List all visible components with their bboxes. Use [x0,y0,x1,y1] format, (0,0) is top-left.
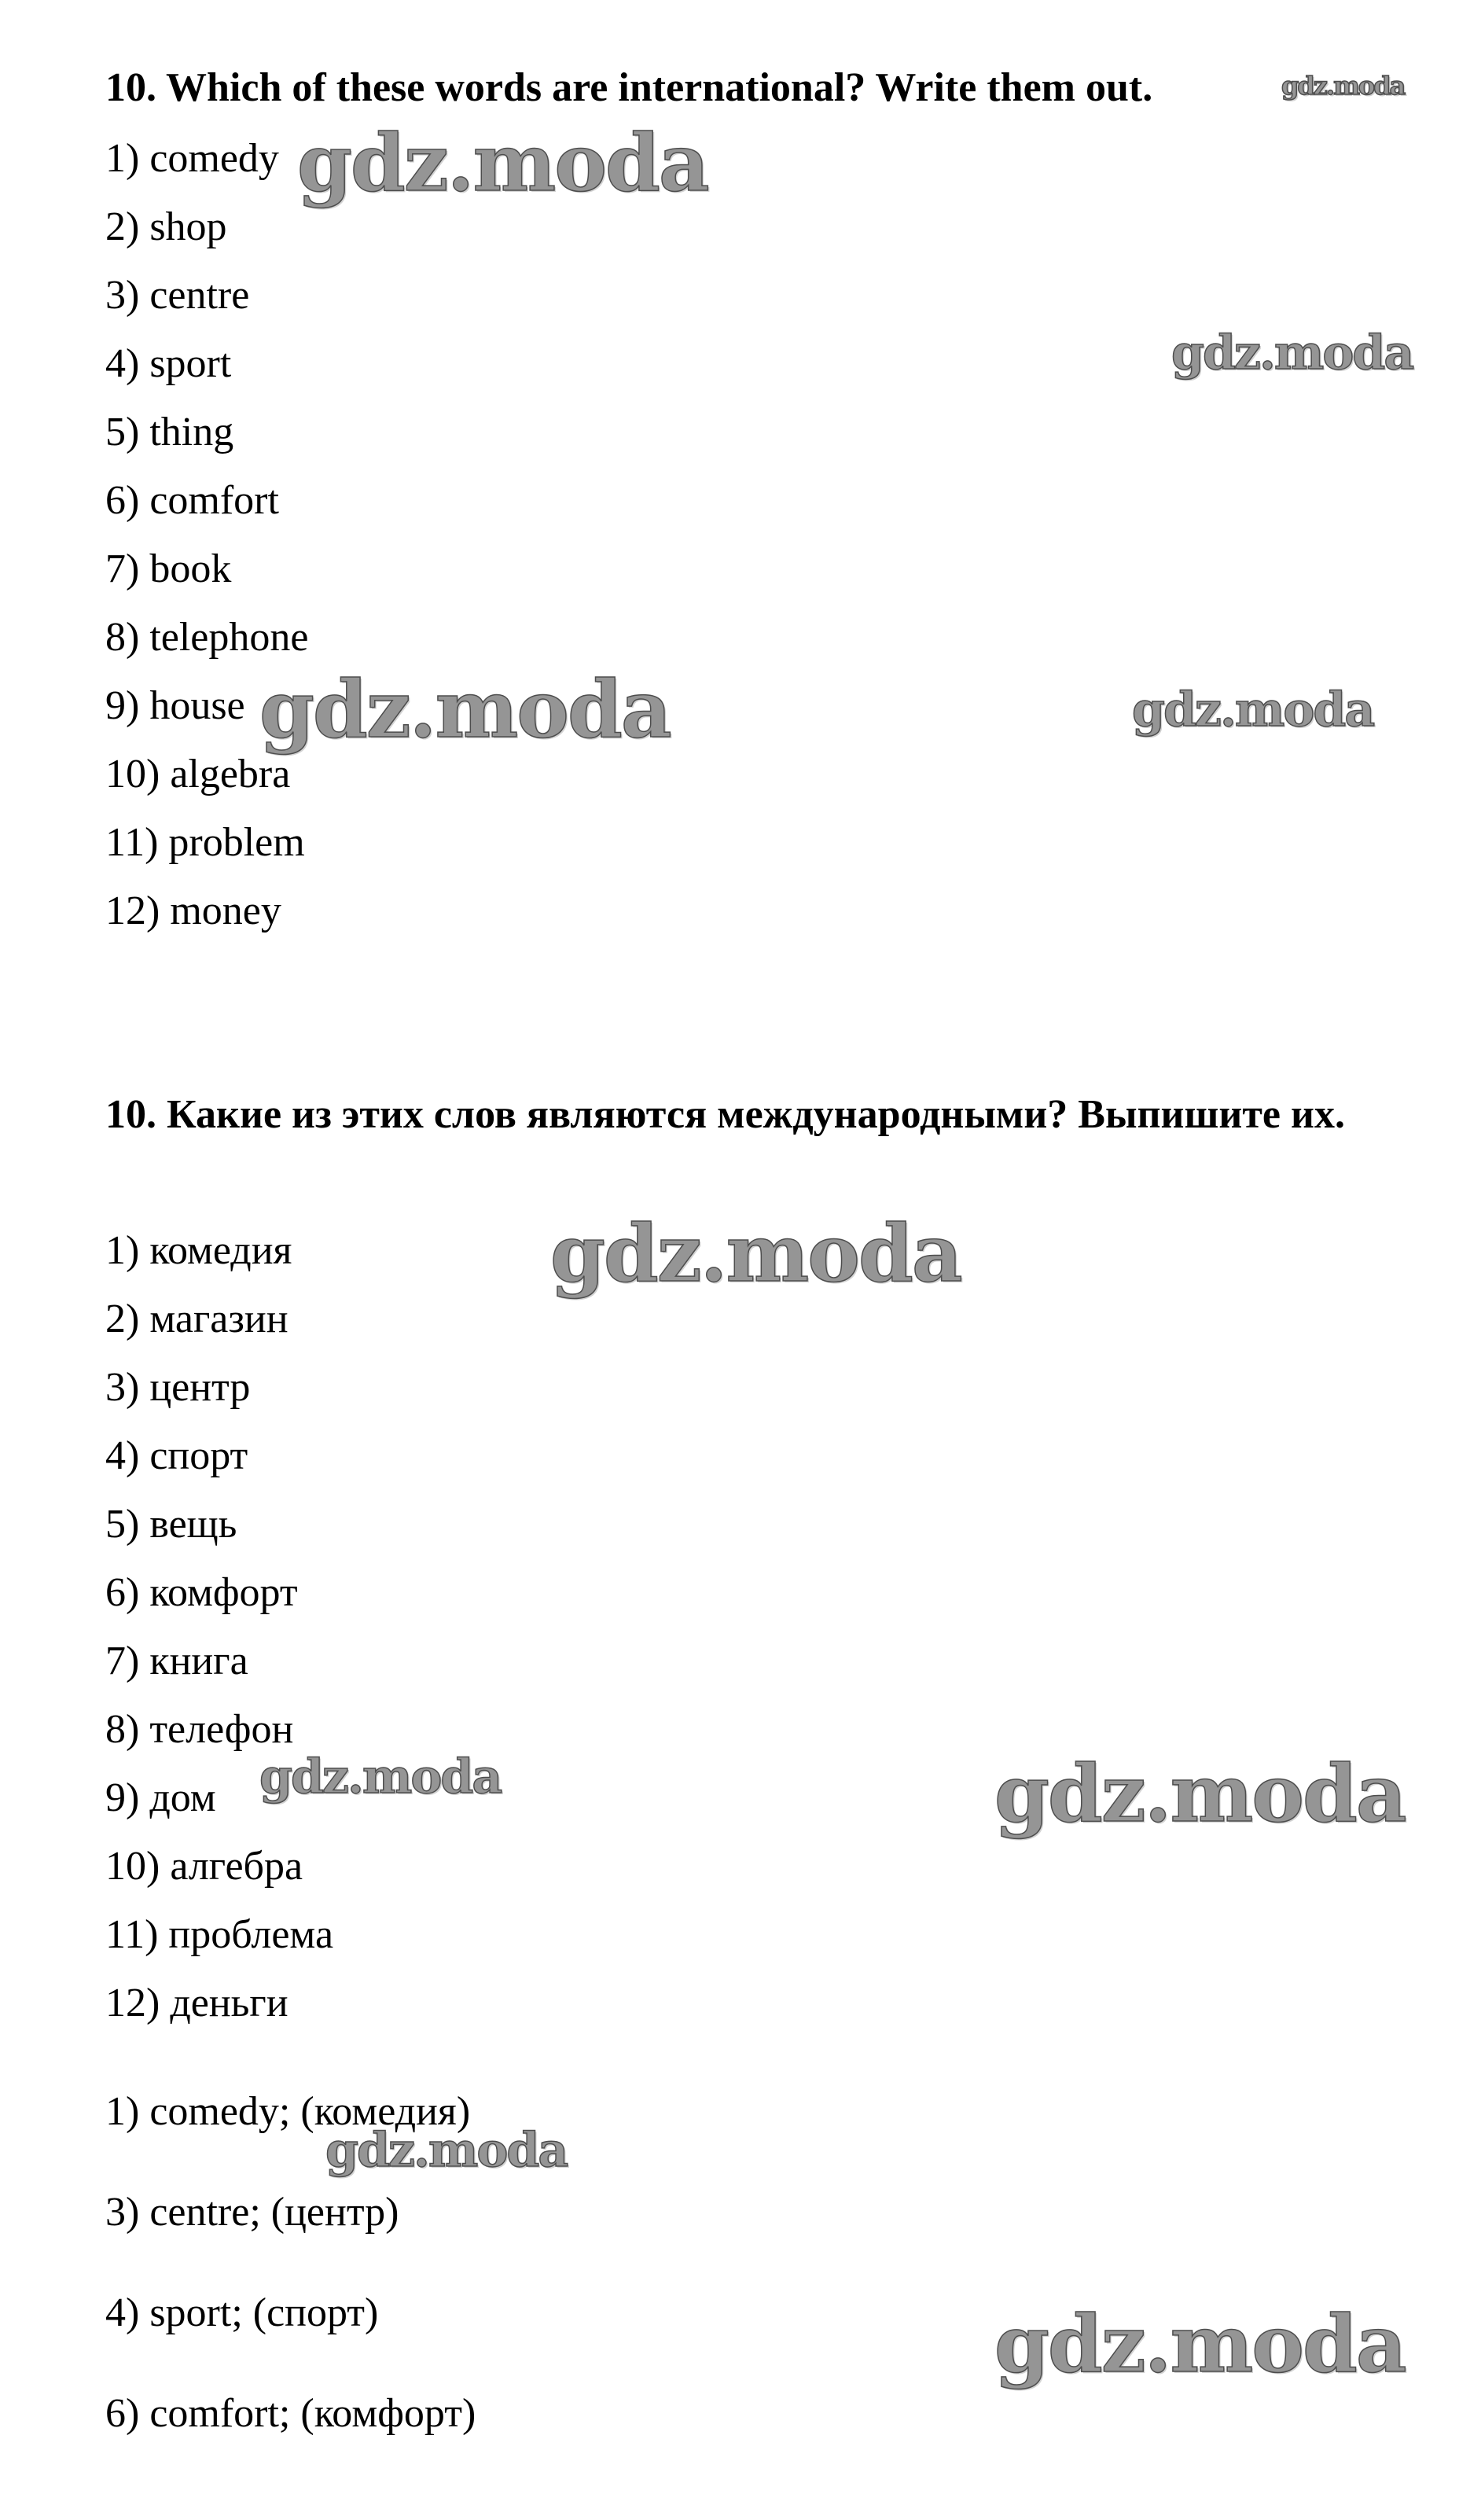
list-item: 8) телефон [105,1707,294,1752]
watermark: gdz.moda [550,1207,961,1300]
list-item: 6) comfort [105,478,279,523]
list-item: 1) comedy [105,136,279,181]
list-item: 5) thing [105,410,234,454]
watermark: gdz.moda [994,1747,1406,1840]
english-task-heading: 10. Which of these words are international? Write them out. [105,65,1153,110]
watermark: gdz.moda [1132,682,1374,738]
list-item: 10) алгебра [105,1844,303,1889]
answer-item: 3) centre; (центр) [105,2190,399,2235]
russian-word-list [105,1216,333,2037]
watermark: gdz.moda [259,663,671,756]
list-item: 10) algebra [105,752,291,796]
watermark: gdz.moda [1281,71,1405,101]
list-item: 11) проблема [105,1912,334,1957]
list-item: 9) house [105,683,245,728]
list-item: 1) комедия [105,1228,292,1273]
answer-item: 4) sport; (спорт) [105,2290,379,2335]
list-item: 8) telephone [105,615,309,660]
answer-item: 6) comfort; (комфорт) [105,2391,476,2436]
english-word-list [105,124,308,945]
watermark: gdz.moda [994,2297,1406,2390]
russian-task-heading: 10. Какие из этих слов являются международными? Выпишите их. [105,1092,1345,1137]
list-item: 12) деньги [105,1981,288,2025]
list-item: 4) спорт [105,1433,248,1478]
watermark: gdz.moda [297,116,708,209]
list-item: 4) sport [105,341,232,386]
list-item: 3) centre [105,273,250,318]
list-item: 3) центр [105,1365,251,1410]
answer-item: 1) comedy; (комедия) [105,2089,471,2134]
list-item: 2) shop [105,204,227,249]
watermark: gdz.moda [259,1749,502,1804]
list-item: 9) дом [105,1775,216,1820]
list-item: 11) problem [105,820,305,865]
list-item: 5) вещь [105,1502,237,1547]
watermark: gdz.moda [325,2123,568,2178]
watermark: gdz.moda [1171,326,1413,381]
list-item: 7) book [105,546,232,591]
list-item: 12) money [105,888,281,933]
answer-list [105,2062,476,2464]
list-item: 7) книга [105,1639,248,1683]
list-item: 6) комфорт [105,1570,298,1615]
list-item: 2) магазин [105,1297,288,1341]
